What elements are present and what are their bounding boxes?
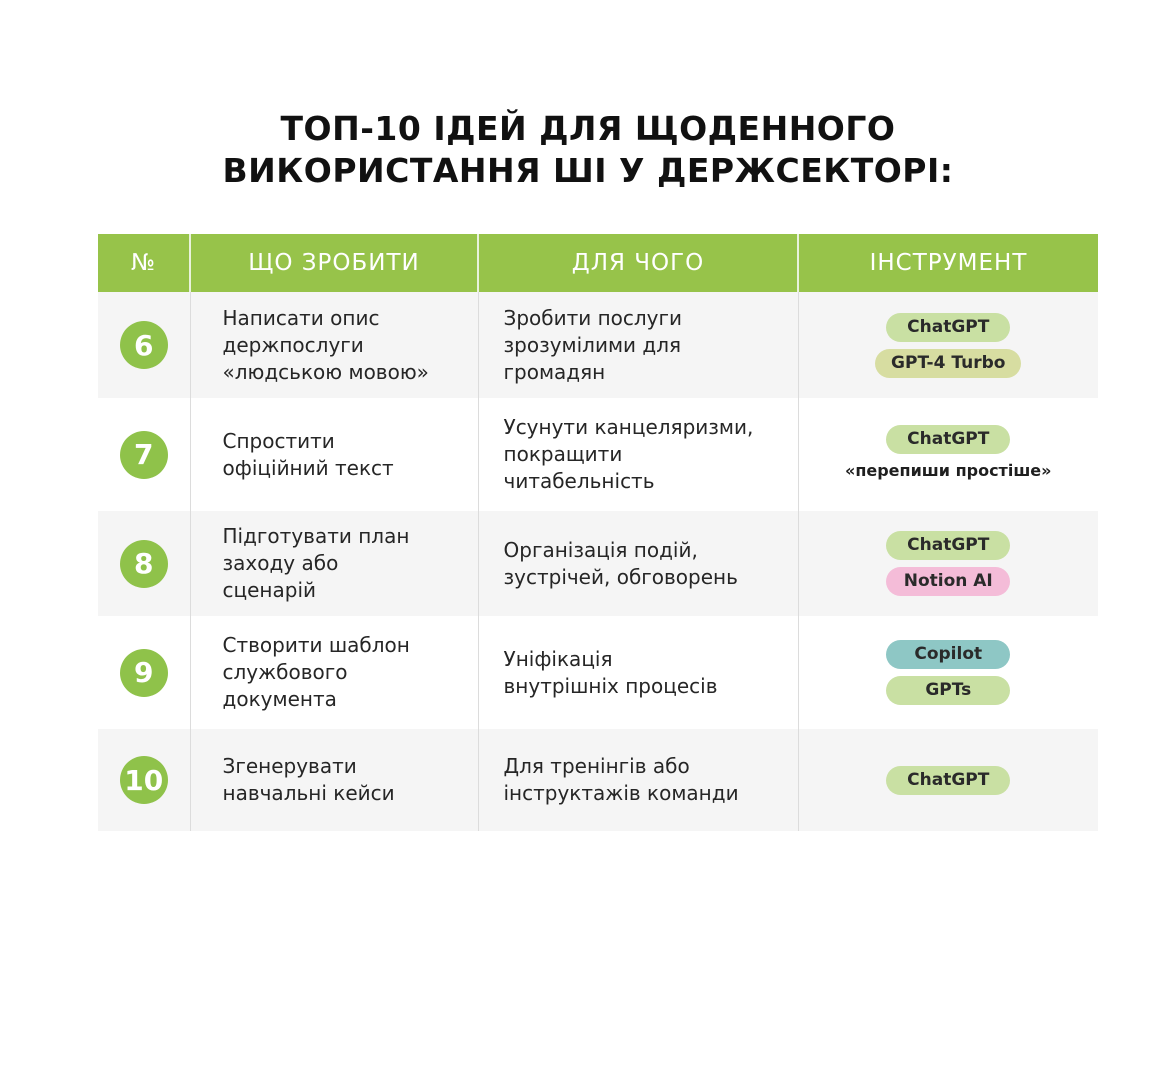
why-cell	[478, 729, 798, 831]
what-cell	[190, 729, 478, 831]
what-cell	[190, 511, 478, 616]
ideas-table	[98, 234, 1098, 831]
table-row	[98, 292, 1098, 398]
what-text: Спростити	[222, 428, 335, 453]
why-text: інструктажів команди	[503, 781, 739, 805]
tool-tag-copilot: Copilot	[886, 640, 1010, 669]
number-badge: 10	[120, 756, 168, 804]
why-cell	[478, 292, 798, 398]
header-tool: ІНСТРУМЕНТ	[798, 234, 1098, 292]
tool-tag-chatgpt: ChatGPT	[886, 425, 1010, 454]
why-text: Організація подій,	[503, 537, 698, 562]
why-cell	[478, 398, 798, 511]
what-text: сценарій	[222, 578, 316, 602]
row-number-cell	[98, 511, 190, 616]
what-text: офіційний текст	[222, 455, 394, 480]
header-number: №	[98, 234, 190, 292]
what-text: «людською мовою»	[222, 359, 429, 384]
table-row	[98, 398, 1098, 511]
page-title	[0, 108, 1176, 192]
number-badge: 9	[120, 649, 168, 697]
why-text: Зробити послуги	[503, 305, 683, 330]
what-text: Написати опис	[222, 305, 380, 330]
why-text: зрозумілими для	[503, 332, 682, 357]
why-text: Усунути канцеляризми,	[503, 415, 754, 439]
row-number-cell	[98, 292, 190, 398]
tool-tag-chatgpt: ChatGPT	[886, 313, 1010, 342]
why-cell	[478, 511, 798, 616]
header-why: ДЛЯ ЧОГО	[478, 234, 798, 292]
why-cell	[478, 616, 798, 729]
row-number-cell	[98, 398, 190, 511]
tool-cell	[798, 616, 1098, 729]
number-badge: 6	[120, 321, 168, 369]
tool-cell	[798, 398, 1098, 511]
what-text: Створити шаблон	[222, 633, 410, 657]
tool-tag-chatgpt: ChatGPT	[886, 531, 1010, 560]
what-cell	[190, 616, 478, 729]
what-text: документа	[222, 687, 337, 711]
row-number-cell	[98, 729, 190, 831]
tool-cell	[798, 729, 1098, 831]
why-text: Уніфікація	[503, 646, 613, 671]
why-text: читабельність	[503, 469, 655, 493]
header-what: ЩО ЗРОБИТИ	[190, 234, 478, 292]
table-header-row	[98, 234, 1098, 292]
tool-cell	[798, 292, 1098, 398]
why-text: внутрішніх процесів	[503, 673, 718, 698]
table-row	[98, 616, 1098, 729]
what-text: Згенерувати	[222, 754, 357, 778]
row-number-cell	[98, 616, 190, 729]
tool-tag-gpts: GPTs	[886, 676, 1010, 705]
why-text: громадян	[503, 359, 606, 384]
what-cell	[190, 292, 478, 398]
what-cell	[190, 398, 478, 511]
why-text: покращити	[503, 442, 623, 466]
what-text: Підготувати план	[222, 524, 410, 548]
what-text: службового	[222, 660, 348, 684]
table-row	[98, 729, 1098, 831]
title-line-2: ВИКОРИСТАННЯ ШІ У ДЕРЖСЕКТОРІ:	[222, 151, 954, 190]
tool-tag-chatgpt: ChatGPT	[886, 766, 1010, 795]
tool-tag-gpt4-turbo: GPT-4 Turbo	[875, 349, 1021, 378]
number-badge: 7	[120, 431, 168, 479]
tool-tag-notion-ai: Notion AI	[886, 567, 1010, 596]
what-text: навчальні кейси	[222, 781, 395, 805]
prompt-note: «перепиши простіше»	[844, 461, 1052, 480]
table-row	[98, 511, 1098, 616]
title-line-1: ТОП-10 ІДЕЙ ДЛЯ ЩОДЕННОГО	[280, 109, 896, 148]
number-badge: 8	[120, 540, 168, 588]
what-text: держпослуги	[222, 332, 364, 357]
why-text: зустрічей, обговорень	[503, 564, 738, 589]
why-text: Для тренінгів або	[503, 754, 690, 778]
tool-cell	[798, 511, 1098, 616]
what-text: заходу або	[222, 551, 339, 575]
